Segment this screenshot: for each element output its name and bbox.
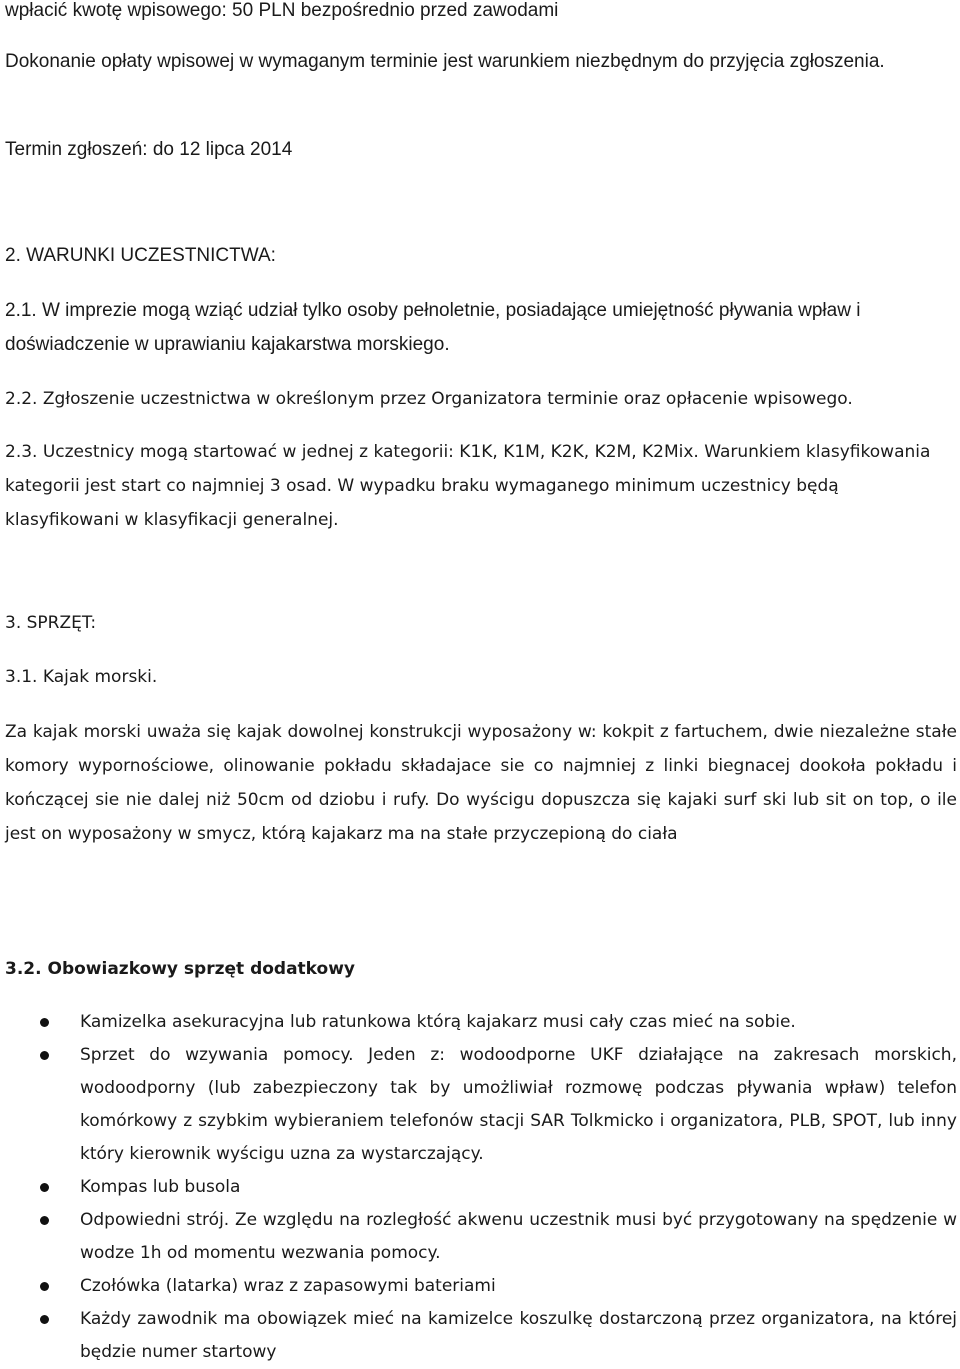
entry-fee-paragraph: wpłacić kwotę wpisowego: 50 PLN bezpośrednio przed zawodami xyxy=(5,0,559,21)
registration-deadline-paragraph: Termin zgłoszeń: do 12 lipca 2014 xyxy=(5,139,293,160)
list-item-text: Czołówka (latarka) wraz z zapasowymi bateriami xyxy=(80,1276,496,1296)
list-item xyxy=(0,1006,960,1039)
clause-3-1-heading: 3.1. Kajak morski. xyxy=(5,667,158,687)
bullet-icon xyxy=(40,1216,49,1225)
list-item xyxy=(0,1303,960,1369)
bullet-icon xyxy=(40,1051,49,1060)
required-equipment-list xyxy=(0,1006,960,1369)
clause-3-2-heading: 3.2. Obowiazkowy sprzęt dodatkowy xyxy=(5,959,355,979)
list-item-text: Odpowiedni strój. Ze względu na rozległość akwenu uczestnik musi być przygotowany na spędzenie w wodze 1h od momentu wezwania pomocy. xyxy=(80,1210,957,1263)
list-item xyxy=(0,1039,960,1171)
bullet-icon xyxy=(40,1018,49,1027)
list-item-text: Sprzet do wzywania pomocy. Jeden z: wodoodporne UKF działające na zakresach morskich, wodoodporny (lub zabezpieczony tak by umożliwiał rozmowę podczas pływania wpław) telefon komórkowy z szybkim wybieraniem telefonów stacji SAR Tolkmicko i organizatora, PLB, SPOT, lub inny który kierownik wyścigu uzna za wystarczający. xyxy=(80,1045,957,1164)
list-item xyxy=(0,1270,960,1303)
list-item-text: Kamizelka asekuracyjna lub ratunkowa którą kajakarz musi cały czas mieć na sobie. xyxy=(80,1012,796,1032)
clause-2-2-paragraph: 2.2. Zgłoszenie uczestnictwa w określonym przez Organizatora terminie oraz opłacenie wpisowego. xyxy=(5,389,853,409)
kayak-definition-paragraph: Za kajak morski uważa się kajak dowolnej konstrukcji wyposażony w: kokpit z fartuchem, dwie niezależne stałe komory wypornościowe, olinowanie pokładu składajace sie co najmniej z linki biegnacej dookoła pokładu i kończącej sie nie dalej niż 50cm od dziobu i rufy. Do wyścigu dopuszcza się kajaki surf ski lub sit on top, o ile jest on wyposażony w smycz, którą kajakarz ma na stałe przyczepioną do ciała xyxy=(5,722,957,844)
payment-condition-paragraph: Dokonanie opłaty wpisowej w wymaganym terminie jest warunkiem niezbędnym do przyjęcia zgłoszenia. xyxy=(5,51,885,72)
bullet-icon xyxy=(40,1183,49,1192)
list-item-text: Każdy zawodnik ma obowiązek mieć na kamizelce koszulkę dostarczoną przez organizatora, na której będzie numer startowy xyxy=(80,1309,957,1362)
section-2-heading: 2. WARUNKI UCZESTNICTWA: xyxy=(5,245,276,266)
list-item xyxy=(0,1171,960,1204)
bullet-icon xyxy=(40,1315,49,1324)
list-item xyxy=(0,1204,960,1270)
clause-2-1-paragraph: 2.1. W imprezie mogą wziąć udział tylko osoby pełnoletnie, posiadające umiejętność pływania wpław i doświadczenie w uprawianiu kajakarstwa morskiego. xyxy=(5,300,861,355)
clause-2-3-paragraph: 2.3. Uczestnicy mogą startować w jednej z kategorii: K1K, K1M, K2K, K2M, K2Mix. Warunkiem klasyfikowania kategorii jest start co najmniej 3 osad. W wypadku braku wymaganego minimum uczestnicy będą klasyfikowani w klasyfikacji generalnej. xyxy=(5,442,931,530)
list-item-text: Kompas lub busola xyxy=(80,1177,241,1197)
bullet-icon xyxy=(40,1282,49,1291)
section-3-heading: 3. SPRZĘT: xyxy=(5,613,97,633)
